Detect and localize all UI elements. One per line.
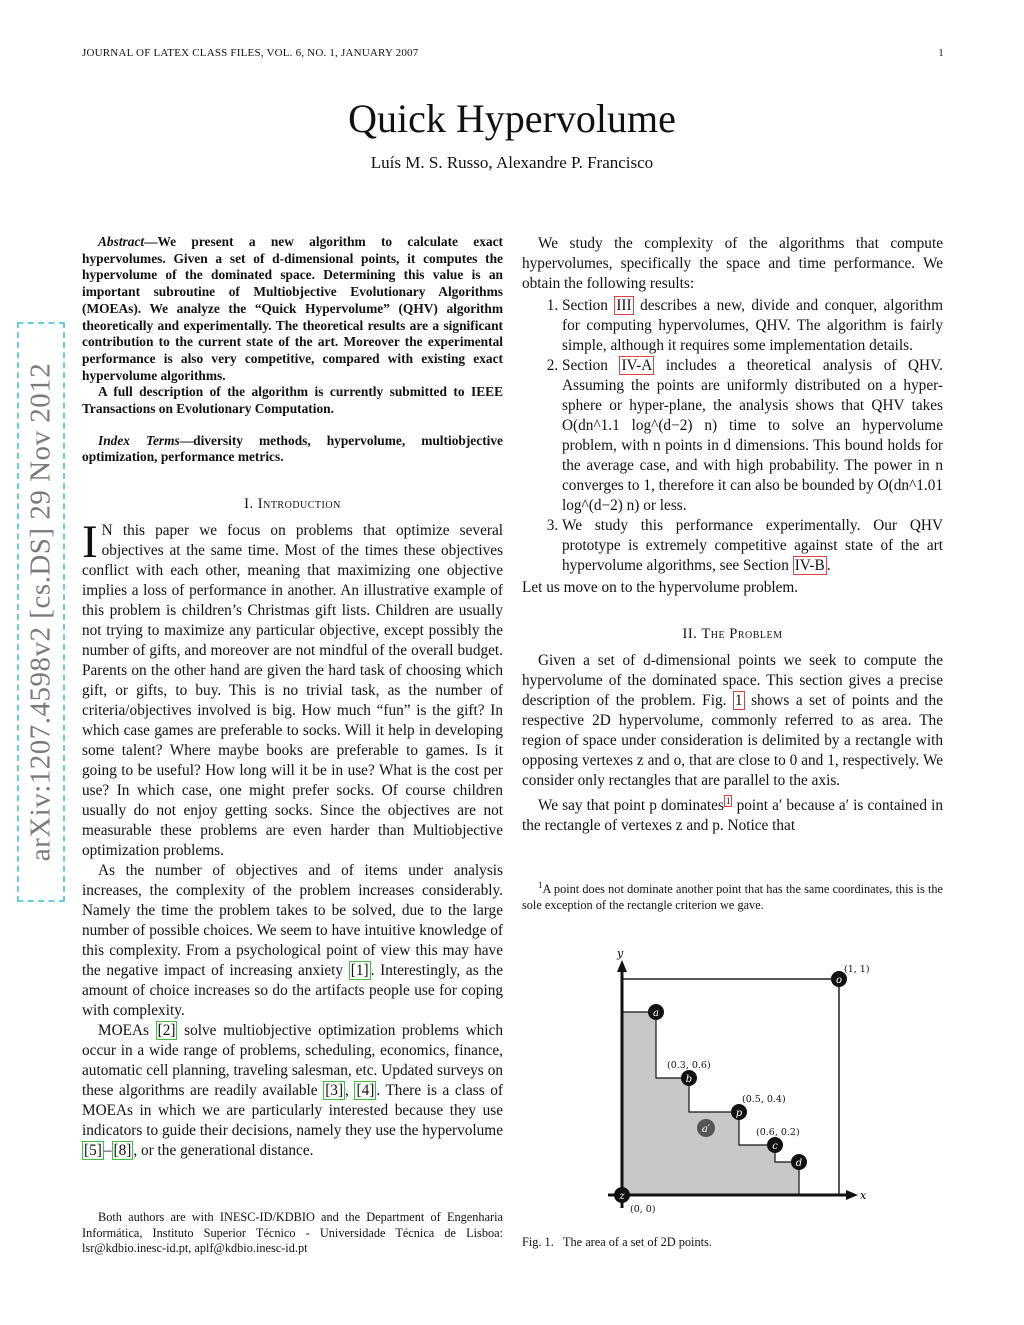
- section-heading-problem: II. The Problem: [682, 626, 783, 642]
- svg-text:p: p: [735, 1108, 743, 1119]
- abstract-label: Abstract: [98, 234, 145, 249]
- abstract-note: A full description of the algorithm is currently submitted to IEEE Transactions on Evolutionary Computation.: [82, 384, 503, 417]
- svg-text:a: a: [653, 1008, 659, 1019]
- section-link[interactable]: IV-B: [794, 557, 825, 574]
- svg-text:z: z: [619, 1191, 625, 1202]
- svg-text:c: c: [772, 1141, 778, 1152]
- citation-link[interactable]: [1]: [350, 962, 369, 980]
- running-header: [82, 47, 944, 59]
- transition-sentence: Let us move on to the hypervolume problem.: [522, 579, 799, 596]
- citation-link[interactable]: [2]: [157, 1022, 176, 1040]
- abstract: [82, 234, 503, 466]
- index-terms-label: Index Terms: [98, 432, 180, 448]
- citation-link[interactable]: [8]: [113, 1142, 132, 1160]
- section-link[interactable]: IV-A: [621, 357, 653, 374]
- svg-text:b: b: [685, 1074, 693, 1085]
- list-item: 1. Section III describes a new, divide and conquer, algorithm for computing hypervolumes, QHV. The algorithm is fairly simple, although it requires some implementation details.: [562, 296, 943, 356]
- figure-caption: Fig. 1. The area of a set of 2D points.: [522, 1235, 712, 1249]
- drop-cap: I: [82, 516, 98, 569]
- arxiv-stamp: [17, 322, 65, 902]
- label-c-coords: (0.6, 0.2): [756, 1127, 800, 1138]
- problem-paragraph-1: Given a set of d-dimensional points we seek to compute the hypervolume of the dominated space. This section gives a precise description of the problem. Fig. 1 shows a set of points and the respective 2D hypervolume, commonly referred to as area. The region of space under consideration is delimited by a rectangle with opposing vertexes z and o, that are close to 0 and 1, respectively. We consider only rectangles that are parallel to the axis.: [522, 652, 943, 789]
- left-column: [82, 234, 503, 1161]
- list-item: 3. We study this performance experimentally. Our QHV prototype is extremely competitive against state of the art hypervolume algorithms, see Section IV-B .: [562, 516, 943, 576]
- intro-paragraph-1: I N this paper we focus on problems that optimize several objectives at the same time. Most of the times these objectives conflict with each other, meaning that maximizing one objective implies a loss of performance in another. An illustrative example of this problem is children’s Christmas gift lists. Children are usually not trying to maximize any particular objective, except possibly the number of gifts, and moreover are not mindful of the overall budget. Parents on the other hand are given the hard task of choosing which gift, or gifts, to buy. This is no trivial task, as the number of criteria/objectives involved is big. How much “fun” is the gift? In which case games are preferable to socks. Will it help in developing some talent? Where maybe books are preferable to games. Is it going to be useful? How long will it be in use? What is the cost per use? In which case, one might prefer socks. Of course children usually do not enjoy getting socks. Since the objectives are not measurable these problems are even harder than Multiobjective optimization problems.: [82, 516, 503, 860]
- x-axis-arrow: [846, 1190, 858, 1200]
- label-z-coords: (0, 0): [630, 1204, 656, 1215]
- abstract-text: —We present a new algorithm to calculate exact hypervolumes. Given a set of d-dimensional points, it computes the hypervolume of the dominated space. Determining this value is an important subroutine of Multiobjective Evolutionary Algorithms (MOEAs). We analyze the “Quick Hypervolume” (QHV) algorithm theoretically and experimentally. The theoretical results are a significant contribution to the current state of the art. Moreover the experimental performance is also very competitive, compared with existing exact hypervolume algorithms.: [82, 234, 503, 383]
- right-column: [522, 234, 943, 836]
- problem-paragraph-2: We say that point p dominates $^1$ point a′ because a′ is contained in the rectangle of vertexes z and p. Notice that: [522, 796, 944, 835]
- footnote: $^1$A point does not dominate another point that has the same coordinates, this is the sole exception of the rectangle criterion we gave.: [522, 880, 943, 912]
- paper-authors: Luís M. S. Russo, Alexandre P. Francisco: [370, 153, 654, 172]
- label-o-coords: (1, 1): [844, 964, 870, 975]
- journal-name: JOURNAL OF LATEX CLASS FILES, VOL. 6, NO. 1, JANUARY 2007: [82, 47, 419, 59]
- results-intro: We study the complexity of the algorithms that compute hypervolumes, specifically the space and time performance. We obtain the following results:: [522, 235, 943, 292]
- x-axis-label: x: [860, 1189, 867, 1202]
- index-terms: —diversity methods, hypervolume, multiobjective optimization, performance metrics.: [82, 432, 504, 465]
- footnote-link[interactable]: 1: [725, 796, 731, 806]
- figure-2d-points: [600, 940, 880, 1220]
- citation-link[interactable]: [4]: [356, 1082, 375, 1100]
- intro-paragraph-2: As the number of objectives and of items under analysis increases, the complexity of the problem increases considerably. Namely the time the problem takes to be solved, due to the large number of possible choices. We seem to have intuitive knowledge of this complexity. From a psychological point of view this may have the negative impact of increasing anxiety [1] . Interestingly, as the amount of choice increases so do the artifacts people use for coping with complexity.: [82, 862, 504, 1020]
- section-heading-intro: I. Introduction: [244, 496, 341, 513]
- arxiv-id: arXiv:1207.4598v2 [cs.DS] 29 Nov 2012: [24, 362, 57, 862]
- svg-text:o: o: [835, 975, 843, 986]
- page-number: 1: [938, 47, 944, 59]
- paper-title: Quick Hypervolume: [348, 96, 676, 141]
- results-list: [522, 296, 943, 576]
- citation-link[interactable]: [3]: [325, 1082, 344, 1100]
- label-b-coords: (0.3, 0.6): [667, 1060, 711, 1071]
- label-p-coords: (0.5, 0.4): [742, 1094, 786, 1105]
- affiliation-footnote: Both authors are with INESC-ID/KDBIO and the Department of Engenharia Informática, Instituto Superior Técnico - Universidade Técnica de Lisboa: lsr@kdbio.inesc-id.pt, aplf@kdbio.inesc-id.pt: [82, 1210, 503, 1255]
- intro-paragraph-3: MOEAs [2] solve multiobjective optimization problems which occur in a wide range of problems, scheduling, economics, finance, automatic cell planning, traveling salesman, etc. Updated surveys on these algorithms are readily available [3] , [4] . There is a class of MOEAs in which we are particularly interested because they use indicators to guide their decisions, namely they use the hypervolume [5] – [8] , or the generational distance.: [82, 1022, 503, 1160]
- figure-link[interactable]: 1: [734, 692, 743, 709]
- citation-link[interactable]: [5]: [84, 1142, 102, 1160]
- svg-text:a′: a′: [701, 1124, 711, 1135]
- list-item: 2. Section IV-A includes a theoretical analysis of QHV. Assuming the points are uniformly distributed on a hyper-sphere or hyper-plane, the analysis shows that QHV takes O(dn^1.1 log^(d−2) n) time to solve an hypervolume problem, with n points in d dimensions. This bound holds for the average case, and with high probability. The power in n converges to 1, therefore it can also be bounded by O(dn^1.01 log^(d−2) n) or less.: [562, 356, 943, 516]
- y-axis-arrow: [617, 960, 627, 972]
- svg-text:d: d: [795, 1158, 803, 1169]
- y-axis-label: y: [617, 947, 624, 960]
- section-link[interactable]: III: [616, 297, 632, 314]
